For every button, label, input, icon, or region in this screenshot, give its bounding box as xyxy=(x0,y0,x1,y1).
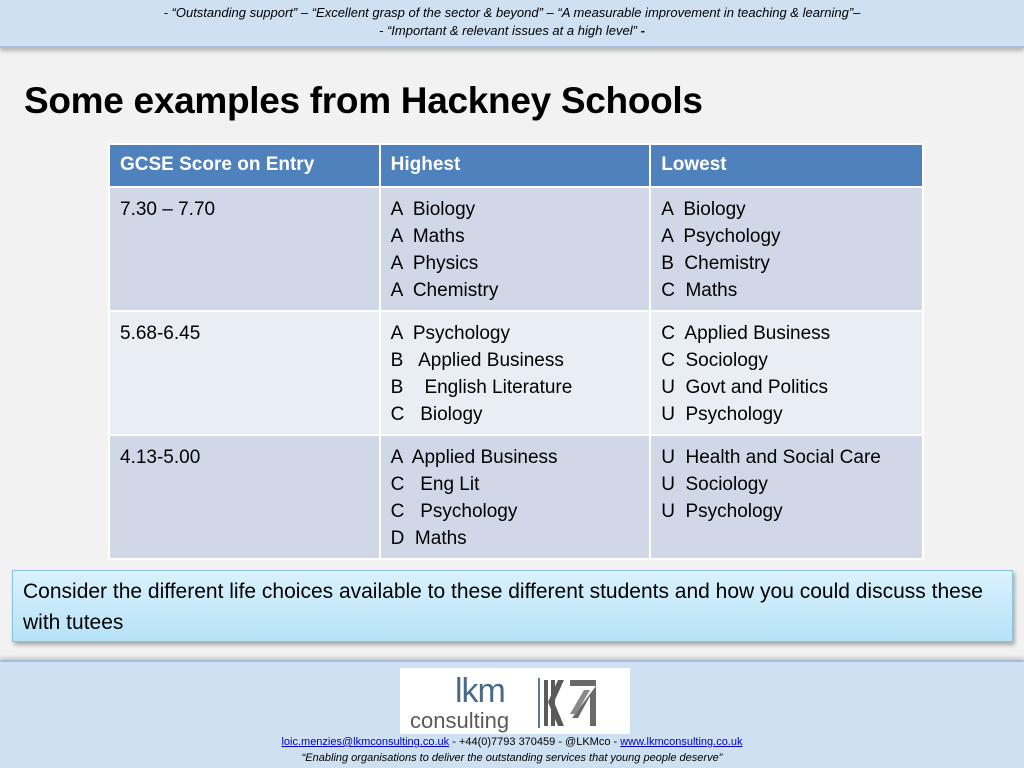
table-row xyxy=(109,187,923,311)
lkm-consulting-logo xyxy=(400,668,630,734)
discussion-callout: Consider the different life choices available to these different students and how you could discuss these with tutees xyxy=(12,570,1013,642)
score-cell: 7.30 – 7.70 xyxy=(109,187,380,311)
lowest-cell xyxy=(650,435,923,559)
header-gcse-score: GCSE Score on Entry xyxy=(109,144,380,187)
grade-item: B English Literature xyxy=(390,377,573,398)
grade-item: U Health and Social Care xyxy=(661,447,881,468)
contact-line xyxy=(0,734,1024,750)
grade-item: D Maths xyxy=(390,528,467,549)
grade-item: C Psychology xyxy=(390,501,518,522)
grade-item: B Applied Business xyxy=(390,350,564,371)
lowest-cell xyxy=(650,187,923,311)
top-quote-banner xyxy=(0,0,1024,48)
score-cell: 4.13-5.00 xyxy=(109,435,380,559)
logo-lkm-text: lkm xyxy=(455,672,505,710)
banner-line-2 xyxy=(0,22,1024,40)
footer-tagline: “Enabling organisations to deliver the outstanding services that young people deserve” xyxy=(301,752,723,764)
grade-item: A Psychology xyxy=(390,323,510,344)
grade-item: C Eng Lit xyxy=(390,474,480,495)
grade-item: B Chemistry xyxy=(661,253,770,274)
grade-item: A Applied Business xyxy=(390,447,558,468)
grade-item: C Biology xyxy=(390,404,483,425)
grade-item: A Chemistry xyxy=(390,280,499,301)
table-header-row xyxy=(109,144,923,187)
banner-line-2-dash: - xyxy=(640,23,645,38)
footer xyxy=(0,660,1024,768)
lowest-cell xyxy=(650,311,923,435)
grade-item: A Physics xyxy=(390,253,479,274)
highest-cell xyxy=(380,435,651,559)
highest-cell xyxy=(380,311,651,435)
grade-item: U Sociology xyxy=(661,474,768,495)
logo-consulting-text: consulting xyxy=(410,708,510,733)
grade-item: A Biology xyxy=(390,199,476,220)
banner-line-2-text: - “Important & relevant issues at a high level” xyxy=(379,23,637,38)
grade-item: U Govt and Politics xyxy=(661,377,829,398)
grades-table xyxy=(108,143,924,560)
highest-cell xyxy=(380,187,651,311)
grade-item: A Maths xyxy=(390,226,465,247)
grade-item: A Psychology xyxy=(661,226,781,247)
header-lowest: Lowest xyxy=(650,144,923,187)
website-link[interactable]: www.lkmconsulting.co.uk xyxy=(620,736,743,748)
header-highest: Highest xyxy=(380,144,651,187)
slide-title: Some examples from Hackney Schools xyxy=(24,80,703,121)
grade-item: U Psychology xyxy=(661,501,783,522)
score-cell: 5.68-6.45 xyxy=(109,311,380,435)
grade-item: A Biology xyxy=(661,199,746,220)
banner-line-1: - “Outstanding support” – “Excellent grasp of the sector & beyond” – “A measurable improvement in teaching & learning”– xyxy=(163,5,861,20)
table-row xyxy=(109,311,923,435)
grade-item: C Maths xyxy=(661,280,738,301)
table-row xyxy=(109,435,923,559)
contact-info xyxy=(0,734,1024,766)
grade-item: C Applied Business xyxy=(661,323,831,344)
lkm-logo-mark-icon xyxy=(538,676,600,730)
phone-handle-text: +44(0)7793 370459 - @LKMco - xyxy=(458,736,621,748)
grade-item: C Sociology xyxy=(661,350,768,371)
contact-separator: - xyxy=(449,736,459,748)
grade-item: U Psychology xyxy=(661,404,783,425)
email-link[interactable]: loic.menzies@lkmconsulting.co.uk xyxy=(281,736,450,748)
